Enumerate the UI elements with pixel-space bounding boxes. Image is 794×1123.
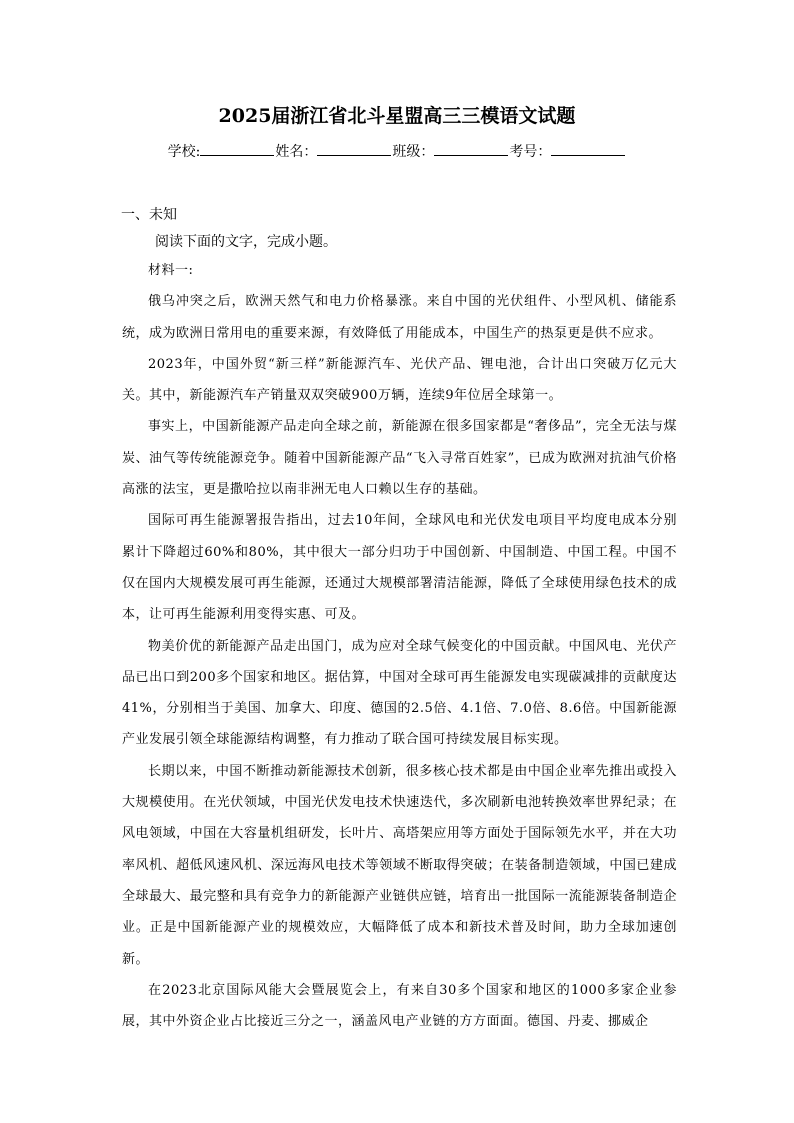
paragraph: 俄乌冲突之后，欧洲天然气和电力价格暴涨。来自中国的光伏组件、小型风机、储能系统，成为欧洲日常用电的重要来源，有效降低了用能成本，中国生产的热泵更是供不应求。 xyxy=(122,294,677,341)
exam-number-field xyxy=(509,140,626,162)
student-info-row xyxy=(0,140,794,162)
paragraph: 事实上，中国新能源产品走向全球之前，新能源在很多国家都是“奢侈品”，完全无法与煤炭、油气等传统能源竞争。随着中国新能源产品“飞入寻常百姓家”，已成为欧洲对抗油气价格高涨的法宝，更是撒哈拉以南非洲无电人口赖以生存的基础。 xyxy=(122,419,677,498)
paragraph: 2023年，中国外贸“新三样”新能源汽车、光伏产品、锂电池，合计出口突破万亿元大关。其中，新能源汽车产销量双双突破900万辆，连续9年位居全球第一。 xyxy=(122,356,677,404)
name-blank xyxy=(317,140,391,156)
school-blank xyxy=(200,140,274,156)
name-field xyxy=(275,140,392,162)
school-label: 学校: xyxy=(167,144,201,160)
document-title: 2025届浙江省北斗星盟高三三模语文试题 xyxy=(218,105,576,127)
reading-instruction: 阅读下面的文字，完成小题。 xyxy=(155,234,337,250)
paragraph: 长期以来，中国不断推动新能源技术创新，很多核心技术都是由中国企业率先推出或投入大规模使用。在光伏领域，中国光伏发电技术快速迭代，多次刷新电池转换效率世界纪录；在风电领域，中国在大容量机组研发，长叶片、高塔架应用等方面处于国际领先水平，并在大功率风机、超低风速风机、深远海风电技术等领域不断取得突破；在装备制造领域，中国已建成全球最大、最完整和具有竞争力的新能源产业链供应链，培育出一批国际一流能源装备制造企业。正是中国新能源产业的规模效应，大幅降低了成本和新技术普及时间，助力全球加速创新。 xyxy=(122,763,677,967)
class-field xyxy=(392,140,509,162)
paragraph: 国际可再生能源署报告指出，过去10年间，全球风电和光伏发电项目平均度电成本分别累计下降超过60%和80%，其中很大一部分归功于中国创新、中国制造、中国工程。中国不仅在国内大规模发展可再生能源，还通过大规模部署清洁能源，降低了全球使用绿色技术的成本，让可再生能源利用变得实惠、可及。 xyxy=(122,513,677,623)
school-field xyxy=(168,140,276,162)
section-heading: 一、未知 xyxy=(121,207,177,223)
paragraph: 物美价优的新能源产品走出国门，成为应对全球气候变化的中国贡献。中国风电、光伏产品已出口到200多个国家和地区。据估算，中国对全球可再生能源发电实现碳减排的贡献度达41%，分别相当于美国、加拿大、印度、德国的2.5倍、4.1倍、7.0倍、8.6倍。中国新能源产业发展引领全球能源结构调整，有力推动了联合国可持续发展目标实现。 xyxy=(122,638,677,748)
name-label: 姓名： xyxy=(275,144,318,160)
paragraph: 在2023北京国际风能大会暨展览会上，有来自30多个国家和地区的1000多家企业参展，其中外资企业占比接近三分之一，涵盖风电产业链的方方面面。德国、丹麦、挪威企 xyxy=(122,982,677,1030)
material-label: 材料一: xyxy=(148,263,194,278)
exam-number-label: 考号： xyxy=(509,144,552,160)
class-label: 班级： xyxy=(392,144,435,160)
reading-passage xyxy=(122,255,677,1037)
exam-number-blank xyxy=(551,140,625,156)
class-blank xyxy=(434,140,508,156)
